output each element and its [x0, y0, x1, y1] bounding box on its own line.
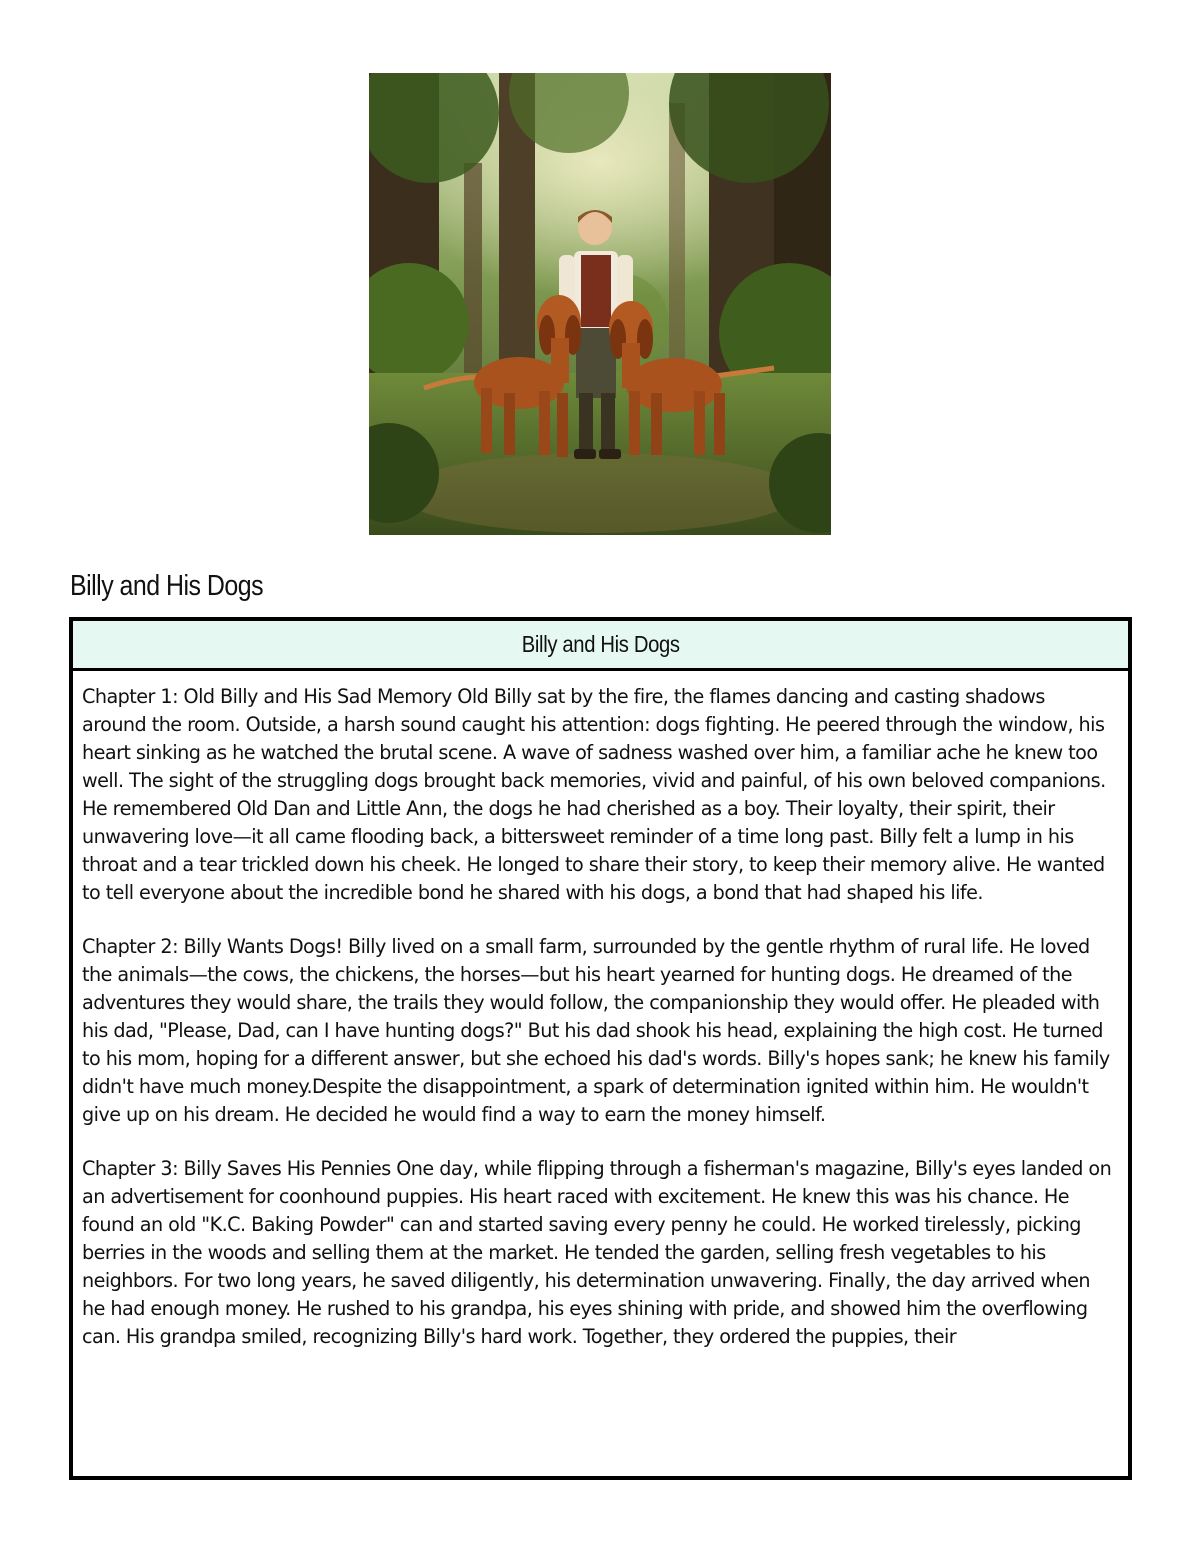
- chapter-1-paragraph: Chapter 1: Old Billy and His Sad Memory Old Billy sat by the fire, the flames dancing and casting shadows around the room. Outside, a harsh sound caught his attention: dogs fighting. He peered through the window, his heart sinking as he watched the brutal scene. A wave of sadness washed over him, a familiar ache he knew too well. The sight of the struggling dogs brought back memories, vivid and painful, of his own beloved companions. He remembered Old Dan and Little Ann, the dogs he had cherished as a boy. Their loyalty, their spirit, their unwavering love—it all came flooding back, a bittersweet reminder of a time long past. Billy felt a lump in his throat and a tear trickled down his cheek. He longed to share their story, to keep their memory alive. He wanted to tell everyone about the incredible bond he shared with his dogs, a bond that had shaped his life.: [82, 685, 1106, 904]
- boy-and-dogs-icon: [369, 73, 831, 535]
- chapter-2-paragraph: Chapter 2: Billy Wants Dogs! Billy lived on a small farm, surrounded by the gentle rhythm of rural life. He loved the animals—the cows, the chickens, the horses—but his heart yearned for hunting dogs. He dreamed of the adventures they would share, the trails they would follow, the companionship they would offer. He pleaded with his dad, "Please, Dad, can I have hunting dogs?" But his dad shook his head, explaining the high cost. He turned to his mom, hoping for a different answer, but she echoed his dad's words. Billy's hopes sank; he knew his family didn't have much money.Despite the disappointment, a spark of determination ignited within him. He wouldn't give up on his dream. He decided he would find a way to earn the money himself.: [82, 935, 1110, 1126]
- story-table-header: [73, 621, 1128, 671]
- chapter-3-paragraph: Chapter 3: Billy Saves His Pennies One day, while flipping through a fisherman's magazine, Billy's eyes landed on an advertisement for coonhound puppies. His heart raced with excitement. He knew this was his chance. He found an old "K.C. Baking Powder" can and started saving every penny he could. He worked tirelessly, picking berries in the woods and selling them at the market. He tended the garden, selling fresh vegetables to his neighbors. For two long years, he saved diligently, his determination unwavering. Finally, the day arrived when he had enough money. He rushed to his grandpa, his eyes shining with pride, and showed him the overflowing can. His grandpa smiled, recognizing Billy's hard work. Together, they ordered the puppies, their: [82, 1157, 1112, 1348]
- story-table: [69, 617, 1132, 1480]
- document-title: Billy and His Dogs: [70, 570, 264, 602]
- story-table-body: [73, 671, 1128, 1351]
- story-illustration: [369, 73, 831, 535]
- story-table-header-label: Billy and His Dogs: [521, 631, 680, 657]
